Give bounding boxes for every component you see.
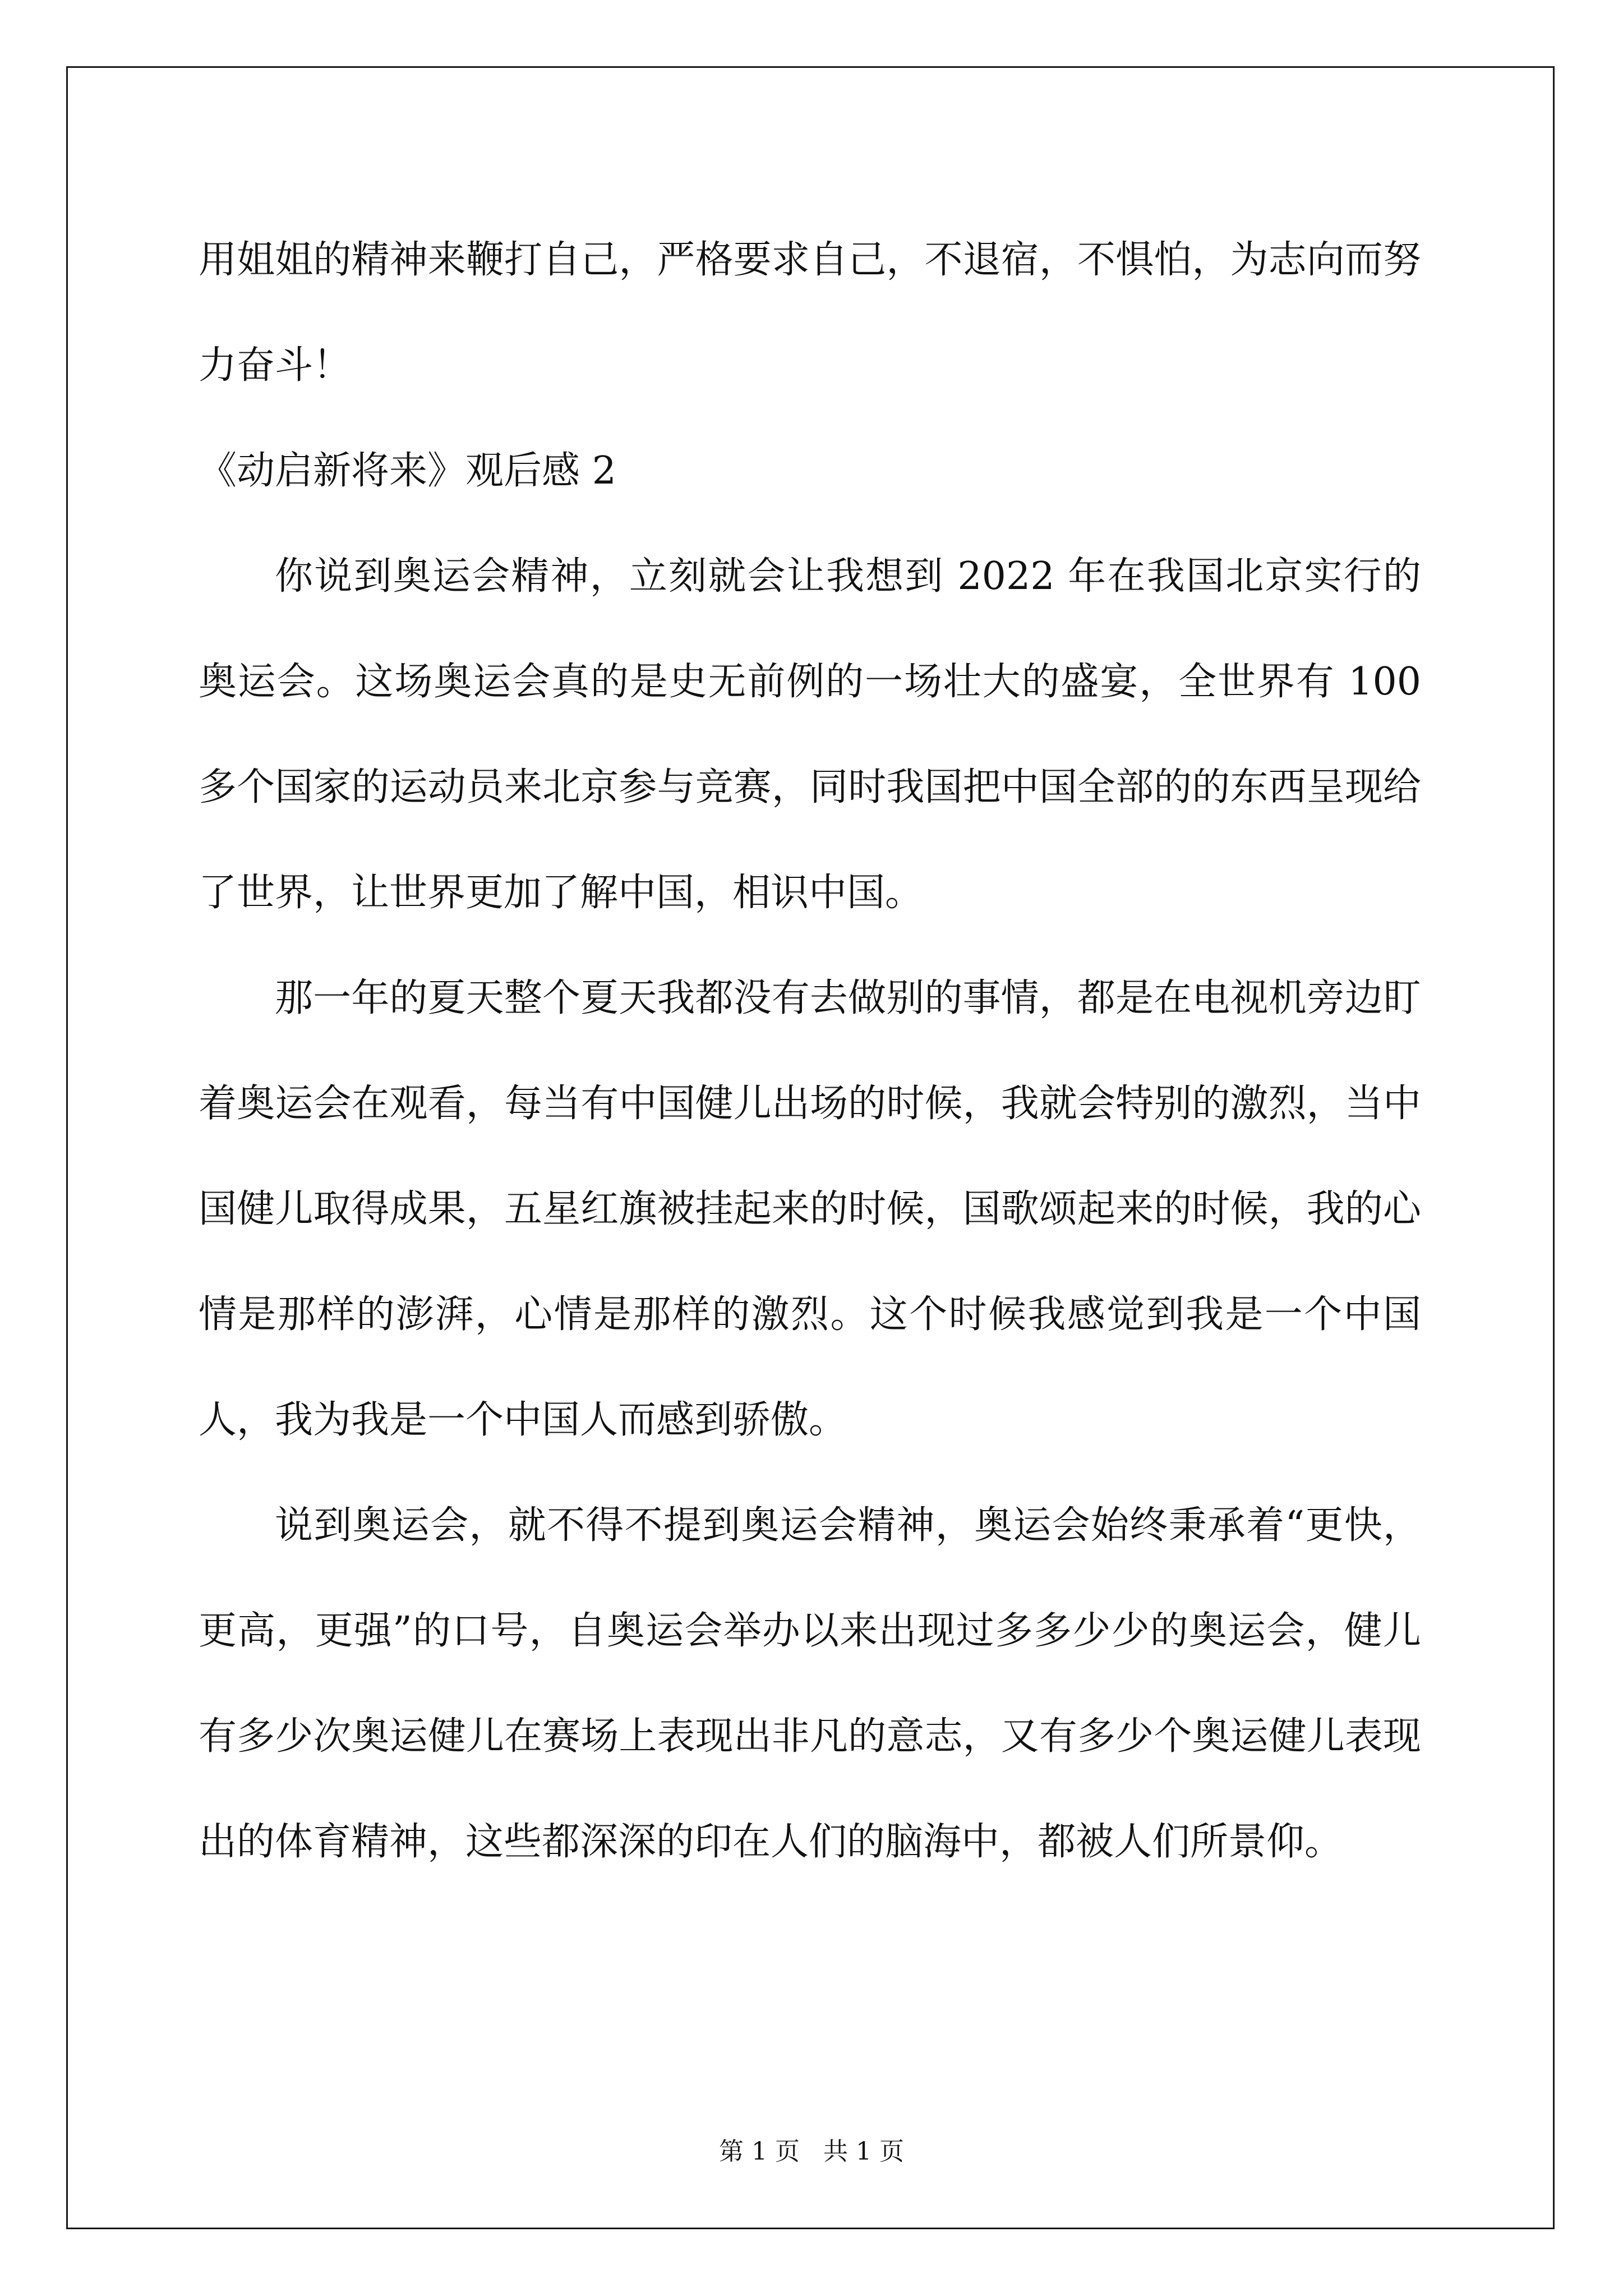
paragraph: 说到奥运会，就不得不提到奥运会精神，奥运会始终秉承着“更快，更高，更强”的口号，自奥运会举办以来出现过多多少少的奥运会，健儿有多少次奥运健儿在赛场上表现出非凡的意志，又有多少个奥运健儿表现出的体育精神，这些都深深的印在人们的脑海中，都被人们所景仰。 [199, 1503, 1421, 1864]
page-number: 第 1 页 共 1 页 [719, 2137, 904, 2166]
document-body [199, 208, 1421, 1895]
section-heading: 《动启新将来》观后感 2 [199, 449, 616, 493]
paragraph-continuation: 用姐姐的精神来鞭打自己，严格要求自己，不退宿，不惧怕，为志向而努力奋斗！ [199, 238, 1421, 388]
paragraph: 那一年的夏天整个夏天我都没有去做别的事情，都是在电视机旁边盯着奥运会在观看，每当有中国健儿出场的时候，我就会特别的激烈，当中国健儿取得成果，五星红旗被挂起来的时候，国歌颂起来的时候，我的心情是那样的澎湃，心情是那样的激烈。这个时候我感觉到我是一个中国人，我为我是一个中国人而感到骄傲。 [199, 976, 1421, 1442]
paragraph: 你说到奥运会精神，立刻就会让我想到 2022 年在我国北京实行的奥运会。这场奥运会真的是史无前例的一场壮大的盛宴，全世界有 100 多个国家的运动员来北京参与竞赛，同时我国把中国全部的的东西呈现给了世界，让世界更加了解中国，相识中国。 [199, 554, 1421, 915]
